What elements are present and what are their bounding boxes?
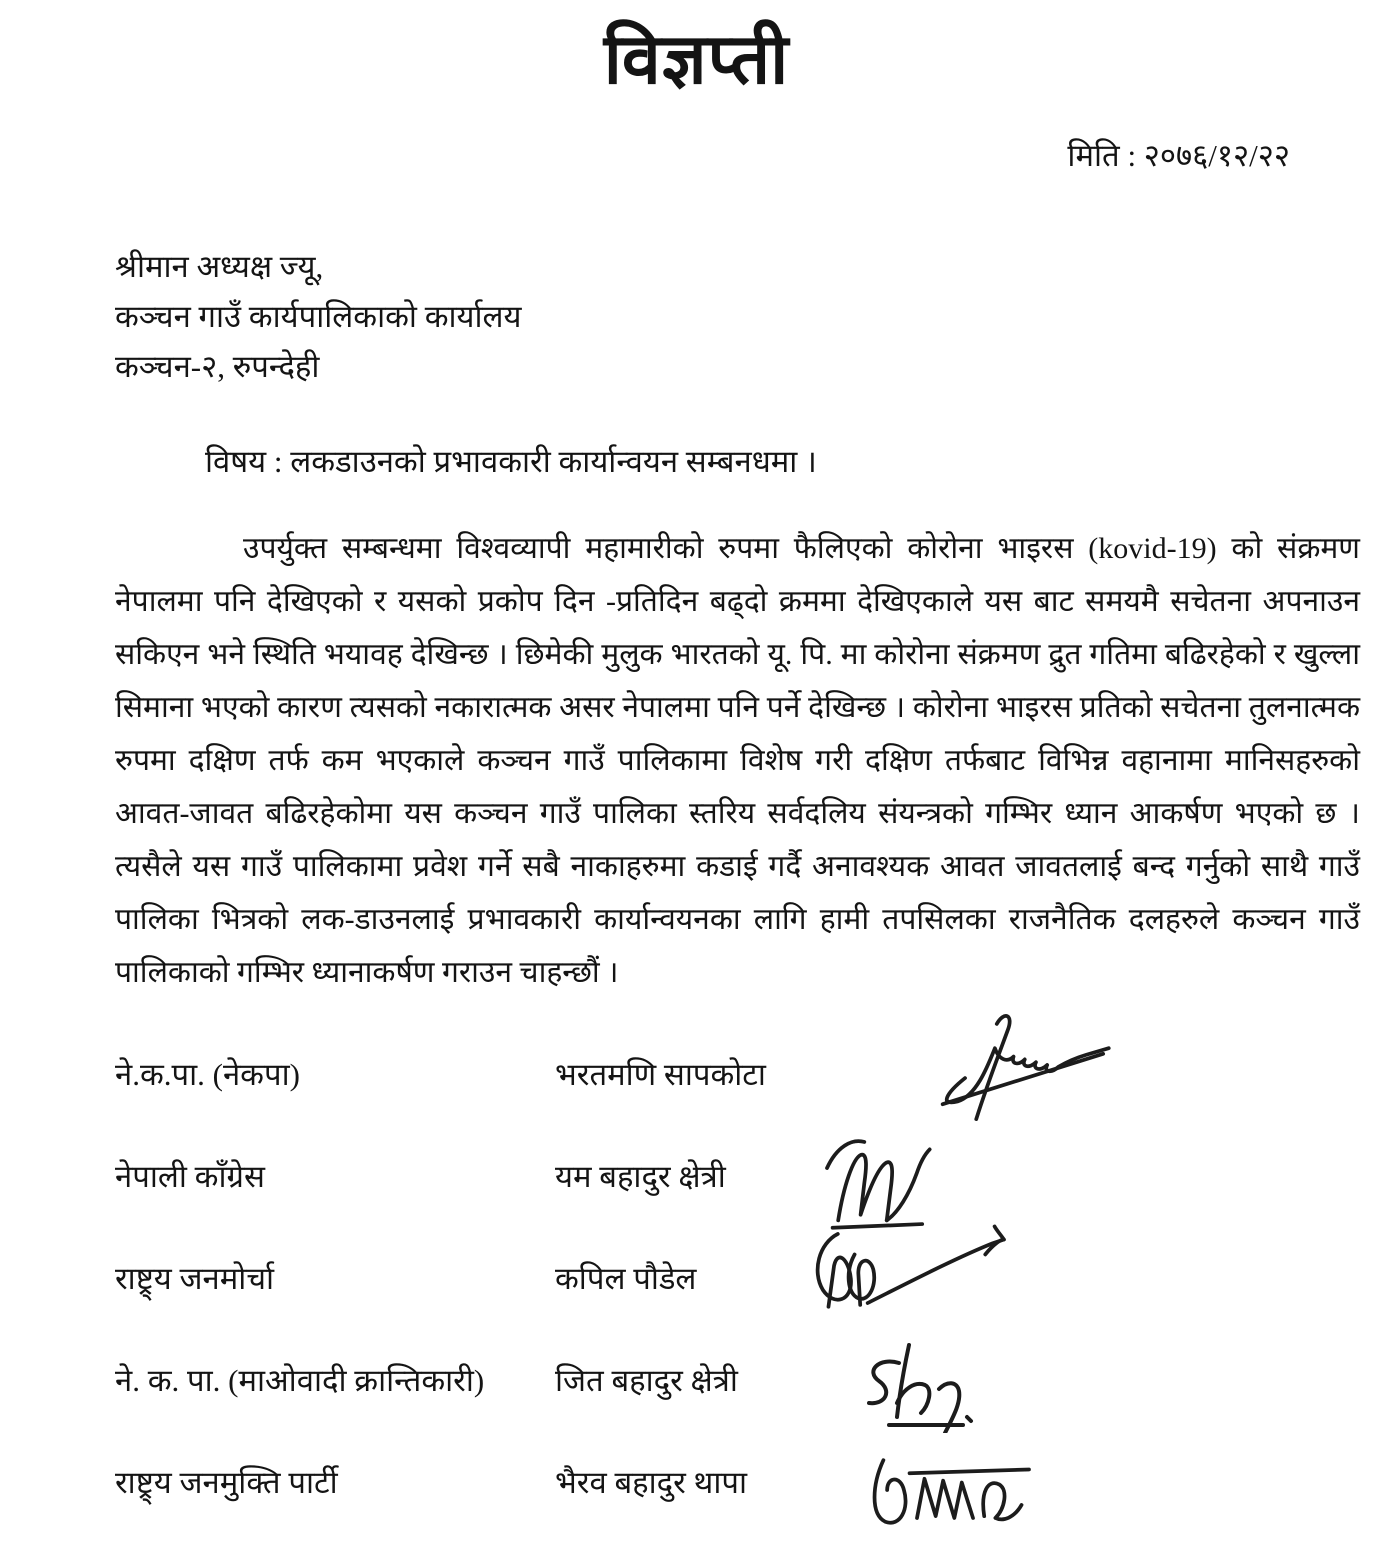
signatory-row [115,1033,1360,1115]
document-title: विज्ञप्ती [603,22,790,99]
signatory-name: भरतमणि सापकोटा [555,1057,766,1092]
signatory-row [115,1135,1360,1217]
addressee-salutation: श्रीमान अध्यक्ष ज्यू, [115,249,324,284]
date-line: मिति : २०७६/१२/२२ [1067,138,1290,173]
signatory-row [115,1237,1360,1319]
party-name: ने.क.पा. (नेकपा) [115,1057,300,1092]
signature-image-kapil [795,1219,1015,1331]
subject-line: विषय : लकडाउनको प्रभावकारी कार्यान्वयन सम्बनधमा । [205,444,817,479]
body-paragraph: उपर्युक्त सम्बन्धमा विश्वव्यापी महामारीको रुपमा फैलिएको कोरोना भाइरस (kovid-19) को संक्रमण नेपालमा पनि देखिएको र यसको प्रकोप दिन -प्रतिदिन बढ्दो क्रममा देखिएकाले यस बाट समयमै सचेतना अपनाउन सकिएन भने स्थिति भयावह देखिन्छ । छिमेकी मुलुक भारतको यू. पि. मा कोरोना संक्रमण द्रुत गतिमा बढिरहेको र खुल्ला सिमाना भएको कारण त्यसको नकारात्मक असर नेपालमा पनि पर्ने देखिन्छ । कोरोना भाइरस प्रतिको सचेतना तुलनात्मक रुपमा दक्षिण तर्फ कम भएकाले कञ्चन गाउँ पालिकामा विशेष गरी दक्षिण तर्फबाट विभिन्न वहानामा मानिसहरुको आवत-जावत बढिरहेकोमा यस कञ्चन गाउँ पालिका स्तरिय सर्वदलिय संयन्त्रको गम्भिर ध्यान आकर्षण भएको छ । त्यसैले यस गाउँ पालिकामा प्रवेश गर्ने सबै नाकाहरुमा कडाई गर्दै अनावश्यक आवत जावतलाई बन्द गर्नुको साथै गाउँ पालिका भित्रको लक-डाउनलाई प्रभावकारी कार्यान्वयनका लागि हामी तपसिलका राजनैतिक दलहरुले कञ्चन गाउँ पालिकाको गम्भिर ध्यानाकर्षण गराउन चाहन्छौं । [115,532,1360,989]
signatory-name: कपिल पौडेल [555,1261,697,1296]
signatory-row [115,1441,1360,1523]
party-name: नेपाली काँग्रेस [115,1159,265,1194]
signature-image-bharatmani [883,1009,1118,1121]
signatories-list [115,1033,1360,1523]
signatory-name: भैरव बहादुर थापा [555,1465,748,1500]
addressee-location: कञ्चन-२, रुपन्देही [115,349,320,384]
addressee-office: कञ्चन गाउँ कार्यपालिकाको कार्यालय [115,299,522,334]
addressee-block [115,242,1393,392]
party-name: ने. क. पा. (माओवादी क्रान्तिकारी) [115,1363,485,1398]
signatory-name: यम बहादुर क्षेत्री [555,1159,726,1194]
party-name: राष्ट्र्य जनमोर्चा [115,1261,275,1296]
signatory-row [115,1339,1360,1421]
signature-image-bhairav [845,1434,1045,1546]
party-name: राष्ट्र्य जनमुक्ति पार्टी [115,1465,338,1500]
signature-image-jit [843,1327,993,1439]
signatory-name: जित बहादुर क्षेत्री [555,1363,738,1398]
